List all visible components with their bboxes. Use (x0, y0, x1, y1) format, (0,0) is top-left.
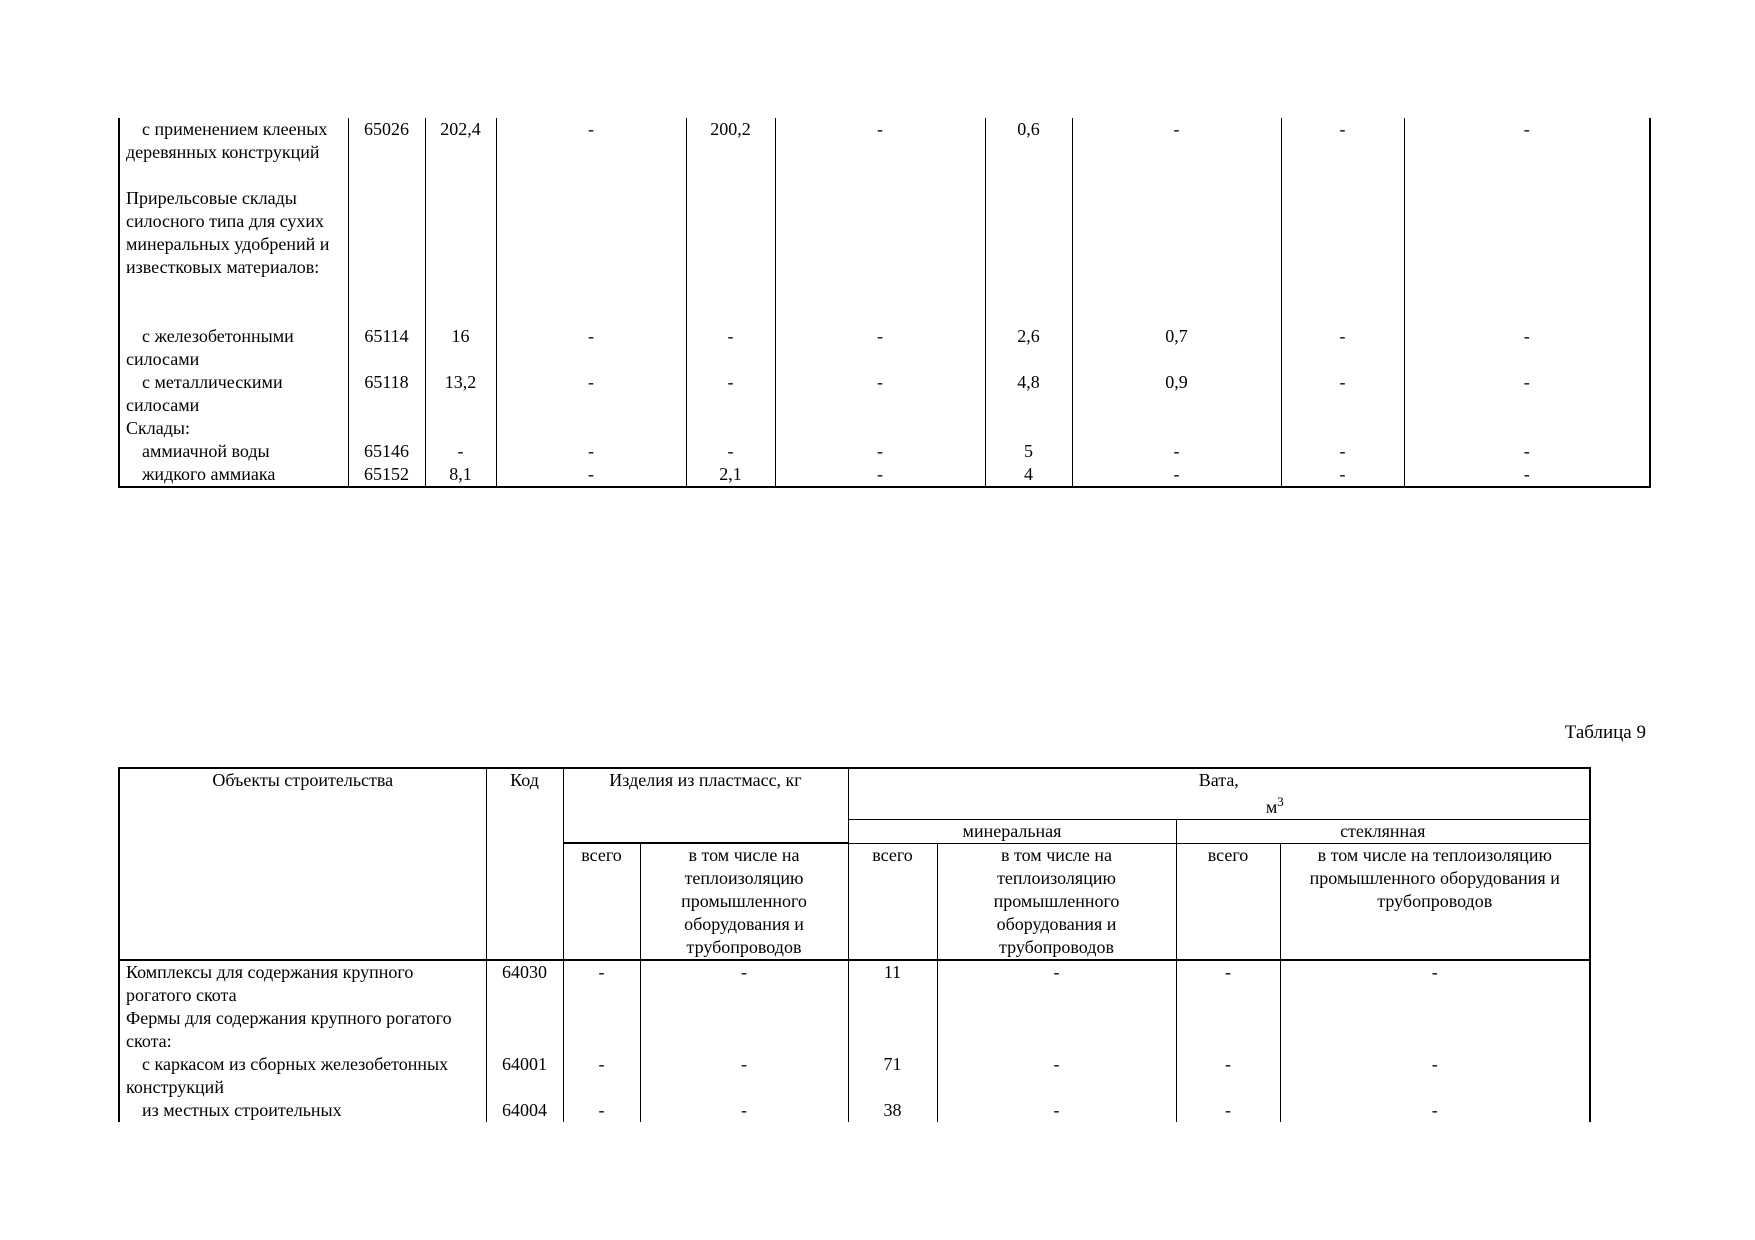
row-value: 16 (425, 325, 496, 371)
row-name: Склады: (119, 417, 348, 440)
row-value: - (775, 440, 985, 463)
row-value: - (496, 118, 686, 187)
row-name: с применением клееных деревянных конструкций (119, 118, 348, 187)
row-value (985, 187, 1072, 325)
header-plastics-incl: в том числе на теплоизоляцию промышленного оборудования и трубопроводов (640, 843, 848, 960)
row-value: 2,6 (985, 325, 1072, 371)
row-value: 0,6 (985, 118, 1072, 187)
row-value: 0,9 (1072, 371, 1281, 417)
row-name: аммиачной воды (119, 440, 348, 463)
table-row (119, 187, 1650, 325)
row-value: 4,8 (985, 371, 1072, 417)
row-code: 64030 (486, 960, 563, 1007)
row-value: - (1176, 1099, 1280, 1122)
row-name: Фермы для содержания крупного рогатого скота: (119, 1007, 486, 1053)
row-value: - (640, 1053, 848, 1099)
row-value (563, 1007, 640, 1053)
row-code: 64004 (486, 1099, 563, 1122)
row-value: - (775, 371, 985, 417)
row-value: - (775, 325, 985, 371)
row-value: - (1281, 440, 1404, 463)
row-value: - (1281, 371, 1404, 417)
row-value: - (775, 118, 985, 187)
row-value: - (1280, 1053, 1590, 1099)
header-glass: стеклянная (1176, 819, 1590, 843)
header-wool-unit-sup: 3 (1277, 794, 1284, 809)
row-value: 8,1 (425, 463, 496, 487)
header-mineral-incl: в том числе на теплоизоляцию промышленного оборудования и трубопроводов (937, 843, 1176, 960)
row-value: - (1072, 118, 1281, 187)
row-value: - (496, 440, 686, 463)
row-value: 5 (985, 440, 1072, 463)
row-value (775, 417, 985, 440)
header-wool (848, 768, 1590, 819)
row-value (1404, 417, 1650, 440)
table-caption: Таблица 9 (1564, 722, 1646, 743)
header-mineral-total: всего (848, 843, 937, 960)
row-value: - (496, 371, 686, 417)
table-row (119, 960, 1590, 1007)
row-value: - (775, 463, 985, 487)
row-value: - (563, 1053, 640, 1099)
table-row (119, 1099, 1590, 1122)
row-value: 200,2 (686, 118, 775, 187)
row-value: 13,2 (425, 371, 496, 417)
row-value: - (1404, 463, 1650, 487)
row-value: - (1072, 463, 1281, 487)
table-row (119, 440, 1650, 463)
row-value: - (563, 1099, 640, 1122)
row-value (686, 187, 775, 325)
row-value: - (1176, 960, 1280, 1007)
row-value (686, 417, 775, 440)
row-value (1176, 1007, 1280, 1053)
row-value: - (1072, 440, 1281, 463)
row-value (496, 417, 686, 440)
row-value: - (496, 325, 686, 371)
row-value: - (496, 463, 686, 487)
row-value: - (937, 960, 1176, 1007)
table-row (119, 1007, 1590, 1053)
row-value (496, 187, 686, 325)
row-value (1072, 417, 1281, 440)
header-objects: Объекты строительства (119, 768, 486, 960)
row-value: - (937, 1099, 1176, 1122)
header-plastics-total: всего (563, 843, 640, 960)
row-value: - (1281, 118, 1404, 187)
table-9 (118, 767, 1591, 1122)
row-value: 11 (848, 960, 937, 1007)
row-code: 65114 (348, 325, 425, 371)
row-name: с каркасом из сборных железобетонных конструкций (119, 1053, 486, 1099)
table-row (119, 1053, 1590, 1099)
row-value: - (686, 440, 775, 463)
row-name: Комплексы для содержания крупного рогатого скота (119, 960, 486, 1007)
row-value: 2,1 (686, 463, 775, 487)
row-value: - (686, 325, 775, 371)
row-code (348, 417, 425, 440)
row-value: - (686, 371, 775, 417)
row-value (1281, 417, 1404, 440)
row-value: 202,4 (425, 118, 496, 187)
row-name: Прирельсовые склады силосного типа для сухих минеральных удобрений и известковых материалов: (119, 187, 348, 325)
row-code: 65118 (348, 371, 425, 417)
row-name: с железобетонными силосами (119, 325, 348, 371)
row-value (1281, 187, 1404, 325)
row-value (937, 1007, 1176, 1053)
row-value (775, 187, 985, 325)
table-row (119, 118, 1650, 187)
row-value: 4 (985, 463, 1072, 487)
row-value: - (640, 1099, 848, 1122)
row-code (486, 1007, 563, 1053)
row-code: 65152 (348, 463, 425, 487)
header-code: Код (486, 768, 563, 960)
table-row (119, 417, 1650, 440)
row-value: - (1280, 1099, 1590, 1122)
row-value: - (1404, 440, 1650, 463)
row-value (848, 1007, 937, 1053)
materials-table-continuation (118, 118, 1651, 488)
header-glass-incl: в том числе на теплоизоляцию промышленного оборудования и трубопроводов (1280, 843, 1590, 960)
header-mineral: минеральная (848, 819, 1176, 843)
row-value (1280, 1007, 1590, 1053)
row-value (640, 1007, 848, 1053)
row-value: - (937, 1053, 1176, 1099)
row-value (1404, 187, 1650, 325)
header-plastics: Изделия из пластмасс, кг (563, 768, 848, 843)
table-row (119, 463, 1650, 487)
row-code (348, 187, 425, 325)
row-value: - (1176, 1053, 1280, 1099)
table-row (119, 325, 1650, 371)
row-name: с металлическими силосами (119, 371, 348, 417)
row-name: из местных строительных (119, 1099, 486, 1122)
row-value: - (1280, 960, 1590, 1007)
header-glass-total: всего (1176, 843, 1280, 960)
header-wool-unit: м (1265, 797, 1278, 817)
row-code: 65146 (348, 440, 425, 463)
row-value: 71 (848, 1053, 937, 1099)
row-code: 65026 (348, 118, 425, 187)
header-wool-label: Вата, (1198, 770, 1239, 790)
row-value: - (1404, 371, 1650, 417)
row-value (425, 187, 496, 325)
row-value (425, 417, 496, 440)
row-value (985, 417, 1072, 440)
row-code: 64001 (486, 1053, 563, 1099)
row-value: 0,7 (1072, 325, 1281, 371)
row-value: - (563, 960, 640, 1007)
row-value: 38 (848, 1099, 937, 1122)
row-value: - (640, 960, 848, 1007)
row-value (1072, 187, 1281, 325)
row-value: - (425, 440, 496, 463)
row-name: жидкого аммиака (119, 463, 348, 487)
row-value: - (1404, 118, 1650, 187)
row-value: - (1404, 325, 1650, 371)
row-value: - (1281, 463, 1404, 487)
row-value: - (1281, 325, 1404, 371)
table-row (119, 371, 1650, 417)
